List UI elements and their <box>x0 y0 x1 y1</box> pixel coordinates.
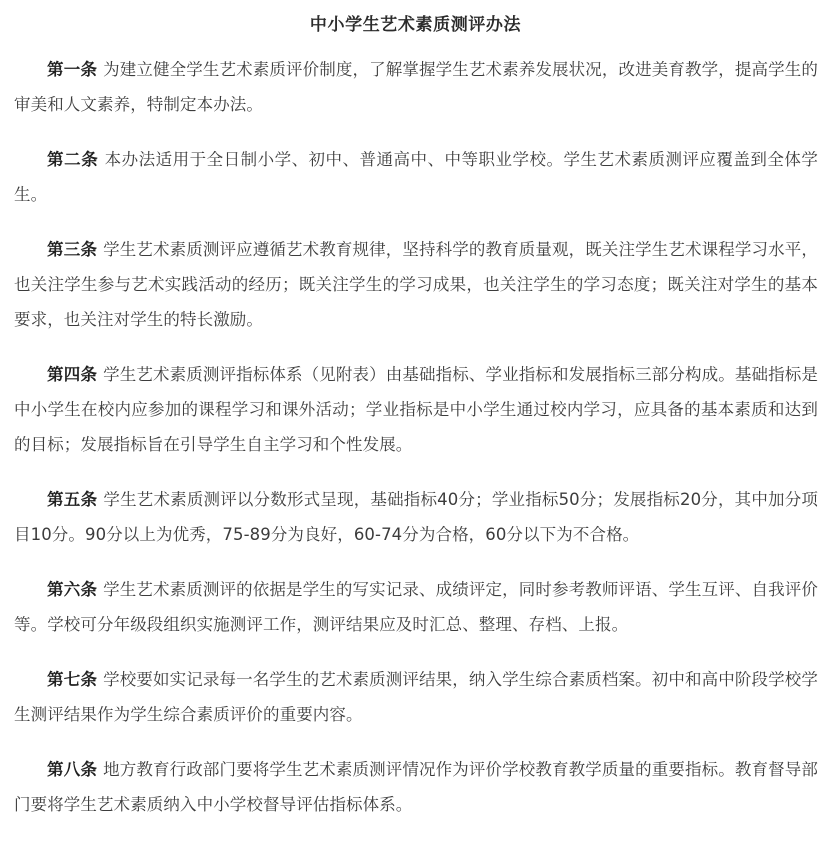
article-item <box>14 572 818 642</box>
article-text: 学生艺术素质测评应遵循艺术教育规律，坚持科学的教育质量观，既关注学生艺术课程学习水平，也关注学生参与艺术实践活动的经历；既关注学生的学习成果，也关注学生的学习态度；既关注对学生的基本要求，也关注对学生的特长激励。 <box>14 240 818 329</box>
article-text: 学校要如实记录每一名学生的艺术素质测评结果，纳入学生综合素质档案。初中和高中阶段学校学生测评结果作为学生综合素质评价的重要内容。 <box>14 670 818 724</box>
article-item <box>14 482 818 552</box>
article-item <box>14 662 818 732</box>
article-text: 本办法适用于全日制小学、初中、普通高中、中等职业学校。学生艺术素质测评应覆盖到全体学生。 <box>14 150 818 204</box>
article-item <box>14 752 818 822</box>
article-label: 第一条 <box>47 60 104 79</box>
article-item <box>14 232 818 337</box>
page-title: 中小学生艺术素质测评办法 <box>309 15 522 35</box>
article-text: 地方教育行政部门要将学生艺术素质测评情况作为评价学校教育教学质量的重要指标。教育督导部门要将学生艺术素质纳入中小学校督导评估指标体系。 <box>14 760 818 814</box>
article-label: 第六条 <box>47 580 104 599</box>
article-label: 第五条 <box>47 490 104 509</box>
article-label: 第二条 <box>47 150 105 169</box>
article-item <box>14 142 818 212</box>
article-item <box>14 357 818 462</box>
article-text: 学生艺术素质测评指标体系（见附表）由基础指标、学业指标和发展指标三部分构成。基础指标是中小学生在校内应参加的课程学习和课外活动；学业指标是中小学生通过校内学习，应具备的基本素质和达到的目标；发展指标旨在引导学生自主学习和个性发展。 <box>14 365 818 454</box>
article-text: 为建立健全学生艺术素质评价制度，了解掌握学生艺术素养发展状况，改进美育教学，提高学生的审美和人文素养，特制定本办法。 <box>14 60 818 114</box>
article-text: 学生艺术素质测评以分数形式呈现，基础指标40分；学业指标50分；发展指标20分，其中加分项目10分。90分以上为优秀，75-89分为良好，60-74分为合格，60分以下为不合格。 <box>14 490 818 544</box>
article-label: 第三条 <box>47 240 104 259</box>
article-item <box>14 52 818 122</box>
article-label: 第七条 <box>47 670 104 689</box>
article-label: 第四条 <box>47 365 104 384</box>
document-body <box>0 52 831 822</box>
article-label: 第八条 <box>47 760 104 779</box>
article-text: 学生艺术素质测评的依据是学生的写实记录、成绩评定，同时参考教师评语、学生互评、自我评价等。学校可分年级段组织实施测评工作，测评结果应及时汇总、整理、存档、上报。 <box>14 580 818 634</box>
